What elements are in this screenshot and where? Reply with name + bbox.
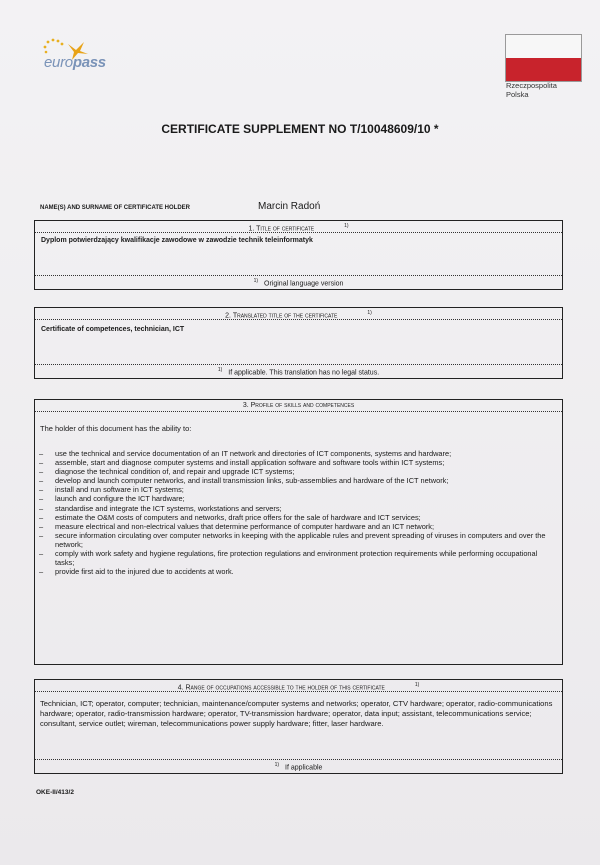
section-content: Dyplom potwierdzający kwalifikacje zawodowe w zawodzie technik teleinformatyk (41, 237, 313, 244)
list-item: – comply with work safety and hygiene regulations, fire protection regulations and environment protection requirements while performing occupational tasks; (39, 549, 538, 568)
section-footnote: $^{1)}$ If applicable. This translation has no legal status. (35, 364, 562, 376)
skills-intro: The holder of this document has the ability to: (40, 424, 192, 433)
page-title: CERTIFICATE SUPPLEMENT NO T/10048609/10 * (161, 122, 439, 136)
list-item: – use the technical and service documentation of an IT network and directories of ICT components, systems and hardware; (39, 449, 452, 458)
list-item: – secure information circulating over computer networks in keeping with the applicable rules and prevent spreading of viruses in computers and over the network; (39, 530, 546, 549)
list-item: – launch and configure the ICT hardware; (39, 494, 185, 504)
list-item: – diagnose the technical condition of, and repair and upgrade ICT systems; (39, 467, 295, 477)
section-content: Technician, ICT; operator, computer; technician, maintenance/computer systems and networks; operator, CTV hardware; operator, radio-communications hardware; operator, radio-transmission hardware; operator, TV-transmission hardware; operator, data input; assistant, telecommunications service; consultant, service outlet; wireman, telecommunications power supply hardware; fitter, laser hardware. (40, 699, 553, 728)
section-heading: 4. Range of occupations accessible to the holder of this certificate $^{1)}$ (35, 680, 562, 692)
holder-name: Marcin Radoń (258, 201, 321, 212)
polish-flag-icon (505, 34, 582, 82)
section-footnote: $^{1)}$ If applicable (35, 759, 562, 771)
list-item: – measure electrical and non-electrical values that determine performance of computer hardware and an ICT network; (39, 521, 435, 531)
list-item: – provide first aid to the injured due to accidents at work. (39, 567, 234, 577)
list-item: – estimate the O&M costs of computers and networks, draft price offers for the sale of hardware and ICT services; (39, 512, 421, 522)
section-range-of-occupations (34, 679, 563, 774)
country-name: Rzeczpospolita Polska (506, 81, 557, 99)
section-title-of-certificate (34, 220, 563, 290)
section-heading: 3. Profile of skills and competences (35, 400, 562, 412)
list-item: – assemble, start and diagnose computer systems and install application software and software tools within ICT systems; (39, 458, 445, 468)
section-heading: 1. Title of certificate $^{1)}$ (35, 221, 562, 233)
section-profile-of-skills (34, 399, 563, 665)
form-code: OKE-II/413/2 (36, 789, 74, 796)
skills-list (39, 449, 554, 576)
section-heading: 2. Translated title of the certificate $^{1)}$ (35, 308, 562, 320)
holder-label: NAME(S) AND SURNAME OF CERTIFICATE HOLDER (40, 205, 190, 211)
section-footnote: $^{1)}$ Original language version (35, 275, 562, 287)
section-content: Certificate of competences, technician, ICT (41, 326, 185, 333)
list-item: – standardise and integrate the ICT systems, workstations and servers; (39, 503, 282, 513)
list-item: – develop and launch computer networks, and install transmission links, sub-assemblies and hardware of the ICT network; (39, 476, 449, 486)
section-translated-title (34, 307, 563, 379)
list-item: – install and run software in ICT systems; (39, 485, 184, 495)
europass-wordmark: europass (44, 54, 106, 71)
